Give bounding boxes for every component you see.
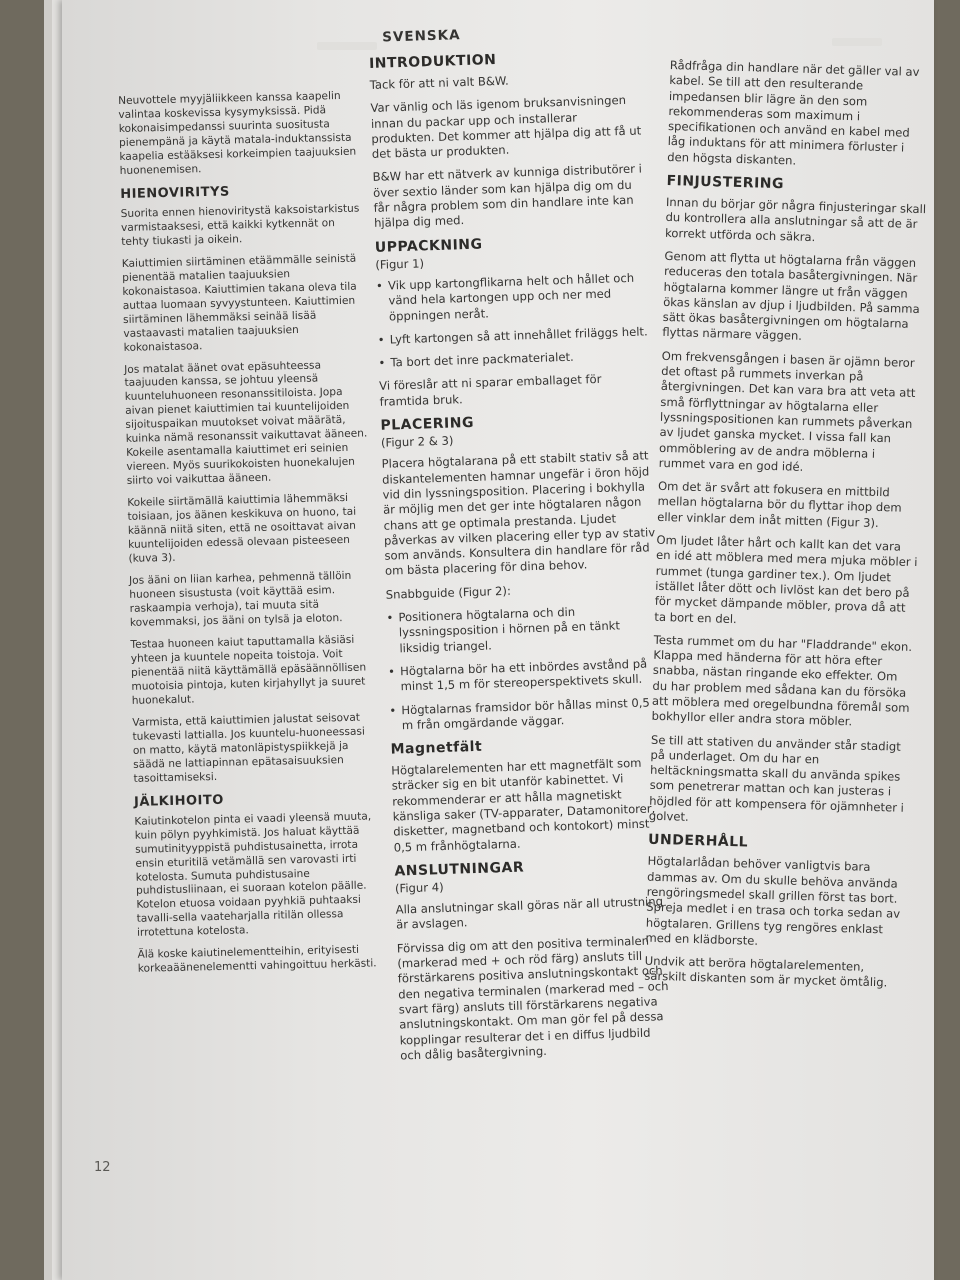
language-heading: SVENSKA (381, 27, 461, 46)
paragraph: Kaiuttimien siirtäminen etäämmälle seinistä pienentää matalien taajuuksien kokonaistasoa. Kaiuttimien takana oleva tila auttaa luomaan syvyystunteen. Kaiuttimien siirtäminen lähemmäksi seinää lisää vastaavasti matalien taajuuksien kokonaistasoa. (121, 252, 357, 354)
paragraph: Tack för att ni valt B&W. (369, 73, 509, 92)
column-swedish-1 (368, 21, 673, 1071)
section-heading: Magnetfält (390, 738, 483, 758)
paragraph: Neuvottele myyjäliikkeen kanssa kaapelin valintaa koskevissa kysymyksissä. Pidä kokonaisimpedanssi suurinta suositusta pienempänä ja käytä matala-induktanssista kaapelia estääksesi korkeimpien taajuuksien huonenemisen. (118, 89, 357, 177)
paragraph: Högtalarelementen har ett magnetfält som sträcker sig en bit utanför kabinettet. Vi rekommenderar er att hålla magnetiskt känsliga saker (TV-apparater, Datamonitorer, disketter, magnetband och kontokort) minst 0,5 m frånhögtalarna. (391, 755, 656, 855)
list-item: • Högtalarnas framsidor bör hållas minst 0,5 m från omgärdande väggar. (389, 695, 662, 734)
section-heading: UPPACKNING (374, 236, 483, 256)
paragraph: Om det är svårt att fokusera en mittbild mellan högtalarna bör du flyttar ihop dem eller vinklar dem inåt mitten (Figur 3). (656, 478, 902, 530)
list-item: • Ta bort det inre packmaterialet. (378, 347, 650, 371)
paragraph: Testa rummet om du har "Fladdrande" ekon. Klappa med händerna för att höra efter snabba, nästan ringande eko effekter. Om du har problem med sådana kan du försöka att möblera med oregelbundna föremål som bokhyllor eller andra stora möbler. (651, 632, 913, 729)
list-item: • Vik upp kartongflikarna helt och hållet och vänd hela kartongen upp och ner med öppningen neråt. (376, 270, 649, 324)
bullet-list (376, 270, 651, 371)
list-item: • Lyft kartongen så att innehållet friläggs helt. (378, 324, 650, 348)
figure-reference: (Figur 1) (375, 256, 425, 272)
section-heading: UNDERHÅLL (647, 832, 749, 851)
paragraph: Snabbguide (Figur 2): (385, 583, 512, 602)
section-heading: FINJUSTERING (666, 173, 785, 193)
figure-reference: (Figur 4) (394, 879, 444, 896)
section-heading: INTRODUKTION (368, 51, 497, 72)
list-item: • Positionera högtalarna och din lyssningsposition i hörnen på en tänkt liksidig triangel. (386, 602, 659, 656)
paragraph: Förvissa dig om att den positiva terminalen (markerad med + och röd färg) ansluts till förstärkarens positiva anslutningskontakt och den negativa terminalen (markerad med – och svart färg) ansluts till förstärkarens negativa anslutningskontakt. Om man gör fel på dessa kopplingar resulterar det i en diffus ljudbild och dålig basåtergivning. (396, 933, 669, 1063)
paragraph: Kokeile siirtämällä kaiuttimia lähemmäksi toisiaan, jos äänen keskikuva on huono, tai käännä niitä siten, että ne osoittavat aivan kuuntelijoiden edessä olevaan pisteeseen (kuva 3). (127, 492, 357, 565)
paragraph: Genom att flytta ut högtalarna från väggen reduceras den totala basåtergivningen. När högtalarna kommer längre ut från väggen ökas känslan av djup i ljudbilden. På samma sätt ökas basåtergivningen om högtalarna flyttas närmare väggen. (662, 248, 920, 344)
bullet-list (386, 602, 662, 734)
paragraph: Se till att stativen du använder står stadigt på underlaget. Om du har en heltäckningsmatta skall du använda spikes som penetrerar mattan och kan justeras i höjdled för att kompensera för ojämnheter i golvet. (648, 732, 905, 824)
paragraph: B&W har ett nätverk av kunniga distributörer i över sextio länder som kan hjälpa dig om du får några problem som din handlare inte kan hjälpa dig med. (372, 161, 643, 231)
paragraph: Alla anslutningar skall göras när all utrustning är avslagen. (395, 894, 664, 933)
paragraph: Placera högtalarana på ett stabilt stativ så att diskantelementen hamnar ungefär i öron höjd vid din lyssningsposition. Placering i bokhylla är möjlig men det ger inte högtalaren någon chans att ge optimala prestanda. Ljudet påverkas av vilken placering eller typ av stativ som används. Konsultera din handlare för råd om bästa placering för dina behov. (381, 448, 656, 579)
list-item: • Högtalarna bör ha ett inbördes avstånd på minst 1,5 m för stereoperspektivets skull. (388, 656, 661, 695)
paragraph: Jos ääni on liian karhea, pehmennä tällöin huoneen sisustusta (voit käyttää esim. raskaampia verhoja), tai muuta sitä kovemmaksi, jos ääni on tylsä ja eloton. (128, 569, 352, 629)
paragraph: Jos matalat äänet ovat epäsuhteessa taajuuden kanssa, se johtuu yleensä kuunteluhuoneen resonanssitiloista. Jopa aivan pienet kaiuttimien tai kuuntelijoiden sijoituspaikan muutokset voivat määrätä, kuinka nämä resonanssit vaikuttavat ääneen. Kokeile asentamalla kaiuttimet eri seinien viereen. Myös suurikokoisten huonekalujen siirto voi vaikuttaa ääneen. (124, 358, 368, 488)
paragraph: Testaa huoneen kaiut taputtamalla käsiäsi yhteen ja kuuntele nopeita toistoja. Voit pienentää niitä käyttämällä epäsäännöllisen muotoisia pintoja, kuten kirjahyllyt ja suuret huonekalut. (130, 633, 367, 707)
paragraph: Högtalarlådan behöver vanligtvis bara dammas av. Om du skulle behöva använda rengöringsmedel skall grillen först tas bort. Spreja medlet i en trasa och torka sedan av högtalaren. Grillens tyg rengöres enklast med en klädborste. (645, 854, 901, 948)
paragraph: Om frekvensgången i basen är ojämn beror det oftast på rummets inverkan på återgivningen. Det kan vara bra att veta att små förflyttningar av högtalarna eller lyssningspositionen kan rummets påverkan av ljudet ganska mycket. I vissa fall kan ommöblering av de andra möblerna i rummet vara en god idé. (658, 348, 916, 474)
page-number: 12 (94, 1160, 111, 1175)
paragraph: Suorita ennen hienoviritystä kaksoistarkistus varmistaaksesi, että kaikki kytkennät on tehty tiukasti ja oikein. (120, 202, 360, 248)
section-heading: JÄLKIHOITO (133, 792, 224, 810)
section-heading: HIENOVIRITYS (120, 184, 230, 202)
paragraph: Kaiutinkotelon pinta ei vaadi yleensä muuta, kuin pölyn pyyhkimistä. Jos haluat käyttää sumutinityyppistä puhdistusainetta, irrota ensin eturitilä vetämällä sen varovasti irti kotelosta. Sumuta puhdistusaine puhdistusliinaan, ei suoraan kotelon päälle. Kotelon etuosa voidaan pyyhkiä puhtaaksi tavalli-sella vaateharjalla ritilän ollessa irrotettuna kotelosta. (134, 810, 372, 940)
column-swedish-2 (644, 58, 932, 1000)
paragraph: Vi föreslår att ni sparar emballaget för framtida bruk. (378, 372, 602, 409)
paragraph: Undvik att beröra högtalarelementen, särskilt diskanten som är mycket ömtålig. (644, 953, 888, 990)
paragraph: Innan du börjar gör några finjusteringar skall du kontrollera alla anslutningar så att de är korrekt utförda och säkra. (664, 195, 927, 244)
paragraph: Varmista, että kaiuttimien jalustat seisovat tukevasti lattialla. Jos kuuntelu-huoneessasi on matto, käytä matonläpistyspiikkejä ja säädä ne lattiapinnan epätasaisuuksien tasoittamiseksi. (132, 711, 366, 785)
paragraph: Var vänlig och läs igenom bruksanvisningen innan du packar upp och installerar produkten. Det kommer att hjälpa dig att få ut det bästa ur produkten. (370, 93, 642, 162)
bleed-through-mark (832, 38, 882, 46)
section-heading: ANSLUTNINGAR (394, 859, 525, 880)
paragraph: Om ljudet låter hårt och kallt kan det vara en idé att möblera med mera mjuka möbler i rummet (tunga gardiner tex.). Om ljudet istället låter dött och livlöst kan det bero på för mycket dämpande möbler, prova då att ta bort en del. (654, 532, 918, 626)
paragraph: Älä koske kaiutinelementteihin, erityisesti korkeaäänenelementti vahingoittuu herkästi. (137, 944, 377, 976)
figure-reference: (Figur 2 & 3) (380, 433, 454, 450)
column-finnish (118, 90, 380, 986)
section-heading: PLACERING (380, 414, 475, 434)
paragraph: Rådfråga din handlare när det gäller val av kabel. Se till att den resulterande impedansen blir lägre än den som rekommenderas som maximum i specifikationen och använd en kabel med låg induktans för att minimera förluster i den högsta diskanten. (667, 58, 920, 168)
